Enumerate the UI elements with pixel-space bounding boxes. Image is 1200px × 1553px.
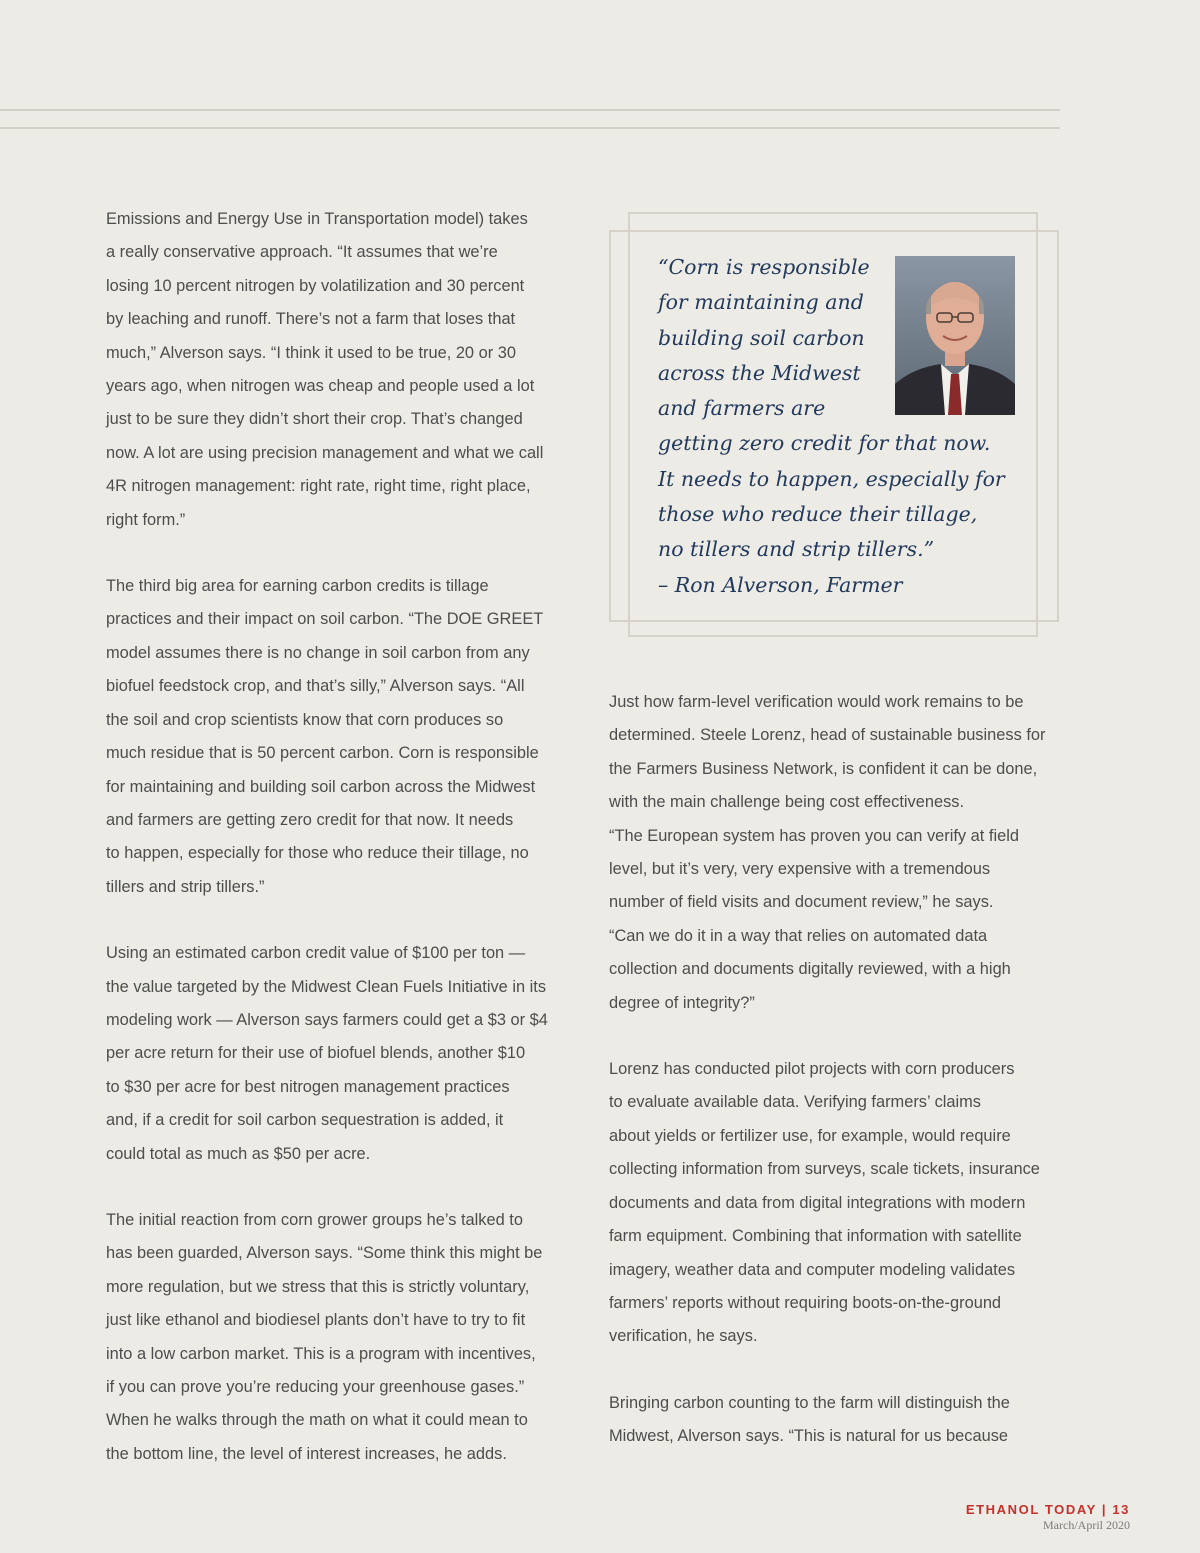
- paragraph: Lorenz has conducted pilot projects with corn producers to evaluate available data. Verifying farmers’ claims about yields or fertilizer use, for example, would require collecting information from surveys, scale tickets, insurance documents and data from digital integrations with modern farm equipment. Combining that information with satellite imagery, weather data and computer modeling validates farmers’ reports without requiring boots-on-the-ground verification, he says.: [609, 1060, 1040, 1346]
- paragraph: Using an estimated carbon credit value of $100 per ton — the value targeted by the Midwest Clean Fuels Initiative in its modeling work — Alverson says farmers could get a $3 or $4 per acre return for their use of biofuel blends, another $10 to $30 per acre for best nitrogen management practices and, if a credit for soil carbon sequestration is added, it could total as much as $50 per acre.: [106, 944, 548, 1163]
- paragraph: The initial reaction from corn grower groups he’s talked to has been guarded, Alverson says. “Some think this might be more regulation, but we stress that this is strictly voluntary, just like ethanol and biodiesel plants don’t have to try to fit into a low carbon market. This is a program with incentives, if you can prove you’re reducing your greenhouse gases.” When he walks through the math on what it could mean to the bottom line, the level of interest increases, he adds.: [106, 1210, 543, 1463]
- paragraph: Bringing carbon counting to the farm will distinguish the Midwest, Alverson says. “This is natural for us because: [609, 1393, 1010, 1446]
- pull-quote-text: “Corn is responsible for maintaining and building soil carbon across the Midwest and farmers are getting zero credit for that now. It needs to happen, especially for those who reduce their tillage, no tillers and strip tillers.” – Ron Alverson, Farmer: [658, 255, 1005, 597]
- footer-publication-page: ETHANOL TODAY | 13: [965, 1502, 1130, 1517]
- paragraph: The third big area for earning carbon credits is tillage practices and their impact on soil carbon. “The DOE GREET model assumes there is no change in soil carbon from any biofuel feedstock crop, and that’s silly,” Alverson says. “All the soil and crop scientists know that corn produces so much residue that is 50 percent carbon. Corn is responsible for maintaining and building soil carbon across the Midwest and farmers are getting zero credit for that now. It needs to happen, especially for those who reduce their tillage, no tillers and strip tillers.”: [106, 577, 544, 896]
- right-column: [609, 686, 1069, 1454]
- paragraph: Just how farm-level verification would work remains to be determined. Steele Lorenz, head of sustainable business for the Farmers Business Network, is confident it can be done, with the main challenge being cost effectiveness. “The European system has proven you can verify at field level, but it’s very, very expensive with a tremendous number of field visits and document review,” he says. “Can we do it in a way that relies on automated data collection and documents digitally reviewed, with a high degree of integrity?”: [609, 693, 1046, 1012]
- header-rule-bottom: [0, 127, 1060, 129]
- footer-issue-date: March/April 2020: [1043, 1518, 1130, 1532]
- left-column: [106, 203, 566, 1471]
- paragraph: Emissions and Energy Use in Transportation model) takes a really conservative approach. “It assumes that we’re losing 10 percent nitrogen by volatilization and 30 percent by leaching and runoff. There’s not a farm that loses that much,” Alverson says. “I think it used to be true, 20 or 30 years ago, when nitrogen was cheap and people used a lot just to be sure they didn’t short their crop. That’s changed now. A lot are using precision management and what we call 4R nitrogen management: right rate, right time, right place, right form.”: [106, 210, 544, 529]
- header-rule-top: [0, 109, 1060, 111]
